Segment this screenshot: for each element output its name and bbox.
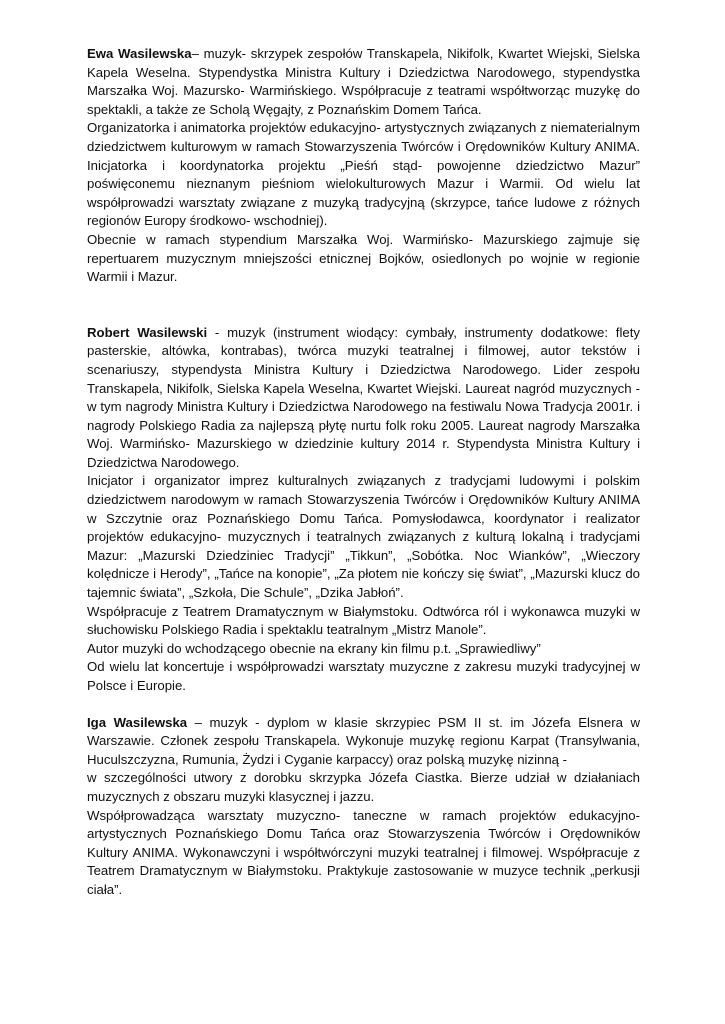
bio-text: – muzyk - dyplom w klasie skrzypiec PSM II st. im Józefa Elsnera w Warszawie. Członek zespołu Transkapela. Wykonuje muzykę regionu Karpat (Transylwania, Huculszczyzna, Rumunia, Żydzi i Cyganie karpaccy) oraz polską muzykę nizinną - [87,714,640,767]
bio-paragraph: Organizatorka i animatorka projektów edukacyjno- artystycznych związanych z niematerialnym dziedzictwem kulturowym w ramach Stowarzyszenia Twórców i Orędowników Kultury ANIMA. Inicjatorka i koordynatorka projektu „Pieśń stąd- powojenne dziedzictwo Mazur” poświęconemu nieznanym pieśniom wielokulturowych Mazur i Warmii. Od wielu lat współprowadzi warsztaty związane z muzyką tradycyjną (skrzypce, tańce ludowe z różnych regionów Europy środkowo- wschodniej). [87,120,640,229]
bio-paragraph [87,324,640,473]
document-body [87,45,640,900]
bio-ewa-wasilewska [87,45,640,287]
bio-paragraph: Współpracuje z Teatrem Dramatycznym w Białymstoku. Odtwórca ról i wykonawca muzyki w słuchowisku Polskiego Radia i spektaklu teatralnym „Mistrz Manole”. [87,603,640,638]
bio-paragraph [87,714,640,770]
bio-text: – muzyk- skrzypek zespołów Transkapela, Nikifolk, Kwartet Wiejski, Sielska Kapela Weselna. Stypendystka Ministra Kultury i Dziedzictwa Narodowego, stypendystka Marszałka Woj. Mazursko- Warmińskiego. Współpracuje z teatrami współtworząc muzykę do spektakli, a także ze Scholą Węgajty, z Poznańskim Domem Tańca. [87,46,640,117]
person-name: Iga Wasilewska [87,714,188,730]
bio-robert-wasilewski [87,324,640,696]
bio-text: - muzyk (instrument wiodący: cymbały, instrumenty dodatkowe: flety pasterskie, altówka, kontrabas), twórca muzyki teatralnej i filmowej, autor tekstów i scenariuszy, stypendysta Ministra Kultury i Dziedzictwa Narodowego. Lider zespołu Transkapela, Nikifolk, Sielska Kapela Weselna, Kwartet Wiejski. Laureat nagród muzycznych - w tym nagrody Ministra Kultury i Dziedzictwa Narodowego na festiwalu Nowa Tradycja 2001r. i nagrody Polskiego Radia za najlepszą płytę nurtu folk roku 2005. Laureat nagrody Marszałka Woj. Warmińsko- Mazurskiego w dziedzinie kultury 2014 r. Stypendysta Ministra Kultury i Dziedzictwa Narodowego. [87,324,640,470]
person-name: Robert Wasilewski [87,324,208,340]
bio-paragraph [87,45,640,119]
bio-paragraph: Współprowadząca warsztaty muzyczno- taneczne w ramach projektów edukacyjno- artystycznych Poznańskiego Domu Tańca oraz Stowarzyszenia Twórców i Orędowników Kultury ANIMA. Wykonawczyni i współtwórczyni muzyki teatralnej i filmowej. Współpracuje z Teatrem Dramatycznym w Białymstoku. Praktykuje zastosowanie w muzyce technik „perkusji ciała”. [87,807,640,897]
bio-paragraph: Obecnie w ramach stypendium Marszałka Woj. Warmińsko- Mazurskiego zajmuje się repertuarem muzycznym mniejszości etnicznej Bojków, osiedlonych po wojnie w regionie Warmii i Mazur. [87,231,640,285]
person-name: Ewa Wasilewska [87,46,192,61]
bio-iga-wasilewska [87,714,640,900]
bio-paragraph: Autor muzyki do wchodzącego obecnie na ekrany kin filmu p.t. „Sprawiedliwy” [87,640,541,656]
bio-paragraph: Od wielu lat koncertuje i współprowadzi warsztaty muzyczne z zakresu muzyki tradycyjnej w Polsce i Europie. [87,659,640,693]
bio-paragraph: Inicjator i organizator imprez kulturalnych związanych z tradycjami ludowymi i polskim dziedzictwem narodowym w ramach Stowarzyszenia Twórców i Orędowników Kultury ANIMA w Szczytnie oraz Poznańskiego Domu Tańca. Pomysłodawca, koordynator i realizator projektów edukacyjno- muzycznych i teatralnych związanych z kulturą lokalną i tradycjami Mazur: „Mazurski Dziedziniec Tradycji” „Tikkun”, „Sobótka. Noc Wianków”, „Wieczory kolędnicze i Herody”, „Tańce na konopie”, „Za płotem nie kończy się świat”, „Mazurski klucz do tajemnic świata”, „Szkoła, Die Schule”, „Dzika Jabłoń”. [87,473,640,601]
bio-paragraph: w szczególności utwory z dorobku skrzypka Józefa Ciastka. Bierze udział w działaniach muzycznych z obszaru muzyki klasycznej i jazzu. [87,770,640,804]
